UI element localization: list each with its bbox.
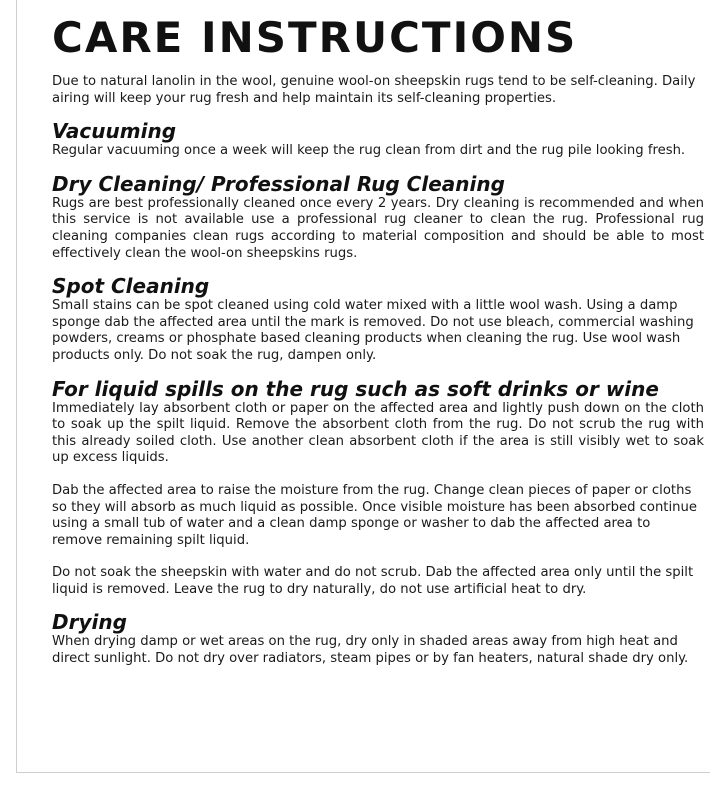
section-heading-drying: Drying — [52, 610, 127, 635]
section-heading-spot-cleaning: Spot Cleaning — [52, 274, 210, 299]
page-border-bottom — [16, 772, 710, 773]
section-text-spot-cleaning: Small stains can be spot cleaned using cold water mixed with a little wool wash. Using a damp sponge dab the affected area until the mark is removed. Do not use bleach, commercial washing powders, creams or phosphate based cleaning products when cleaning the rug. Use wool wash products only. Do not soak the rug, dampen only. — [52, 298, 694, 363]
section-text-liquid-spills-1: Immediately lay absorbent cloth or paper on the affected area and lightly push down on the cloth to soak up the spilt liquid. Remove the absorbent cloth from the rug. Do not scrub the rug with this already soiled cloth. Use another clean absorbent cloth if the area is still visibly wet to soak up excess liquids. — [52, 400, 704, 466]
section-spot-cleaning — [52, 274, 704, 364]
intro-paragraph: Due to natural lanolin in the wool, genuine wool-on sheepskin rugs tend to be self-cleaning. Daily airing will keep your rug fresh and help maintain its self-cleaning properties. — [52, 74, 696, 106]
section-heading-liquid-spills: For liquid spills on the rug such as soft drinks or wine — [52, 376, 659, 401]
section-heading-dry-cleaning: Dry Cleaning/ Professional Rug Cleaning — [52, 171, 505, 196]
section-text-dry-cleaning: Rugs are best professionally cleaned once every 2 years. Dry cleaning is recommended and when this service is not available use a professional rug cleaner to clean the rug. Professional rug cleaning companies clean rugs according to material composition and should be able to most effectively clean the wool-on sheepskins rugs. — [52, 195, 704, 261]
section-text-liquid-spills-2: Dab the affected area to raise the moisture from the rug. Change clean pieces of paper or cloths so they will absorb as much liquid as possible. Once visible moisture has been absorbed continue using a small tub of water and a clean damp sponge or washer to dab the affected area to remove remaining spilt liquid. — [52, 482, 697, 548]
section-text-liquid-spills-3: Do not soak the sheepskin with water and do not scrub. Dab the affected area only until the spilt liquid is removed. Leave the rug to dry naturally, do not use artificial heat to dry. — [52, 565, 694, 597]
section-liquid-spills — [52, 377, 704, 599]
care-instructions-document — [52, 12, 704, 668]
section-heading-vacuuming: Vacuuming — [52, 119, 177, 144]
section-drying — [52, 610, 704, 667]
page-border-left — [16, 0, 17, 772]
section-dry-cleaning — [52, 172, 704, 262]
page-title: CARE INSTRUCTIONS — [52, 13, 578, 62]
section-vacuuming — [52, 119, 704, 160]
section-text-drying: When drying damp or wet areas on the rug, dry only in shaded areas away from high heat and direct sunlight. Do not dry over radiators, steam pipes or by fan heaters, natural shade dry only. — [52, 634, 689, 667]
section-text-vacuuming: Regular vacuuming once a week will keep the rug clean from dirt and the rug pile looking fresh. — [52, 143, 686, 159]
